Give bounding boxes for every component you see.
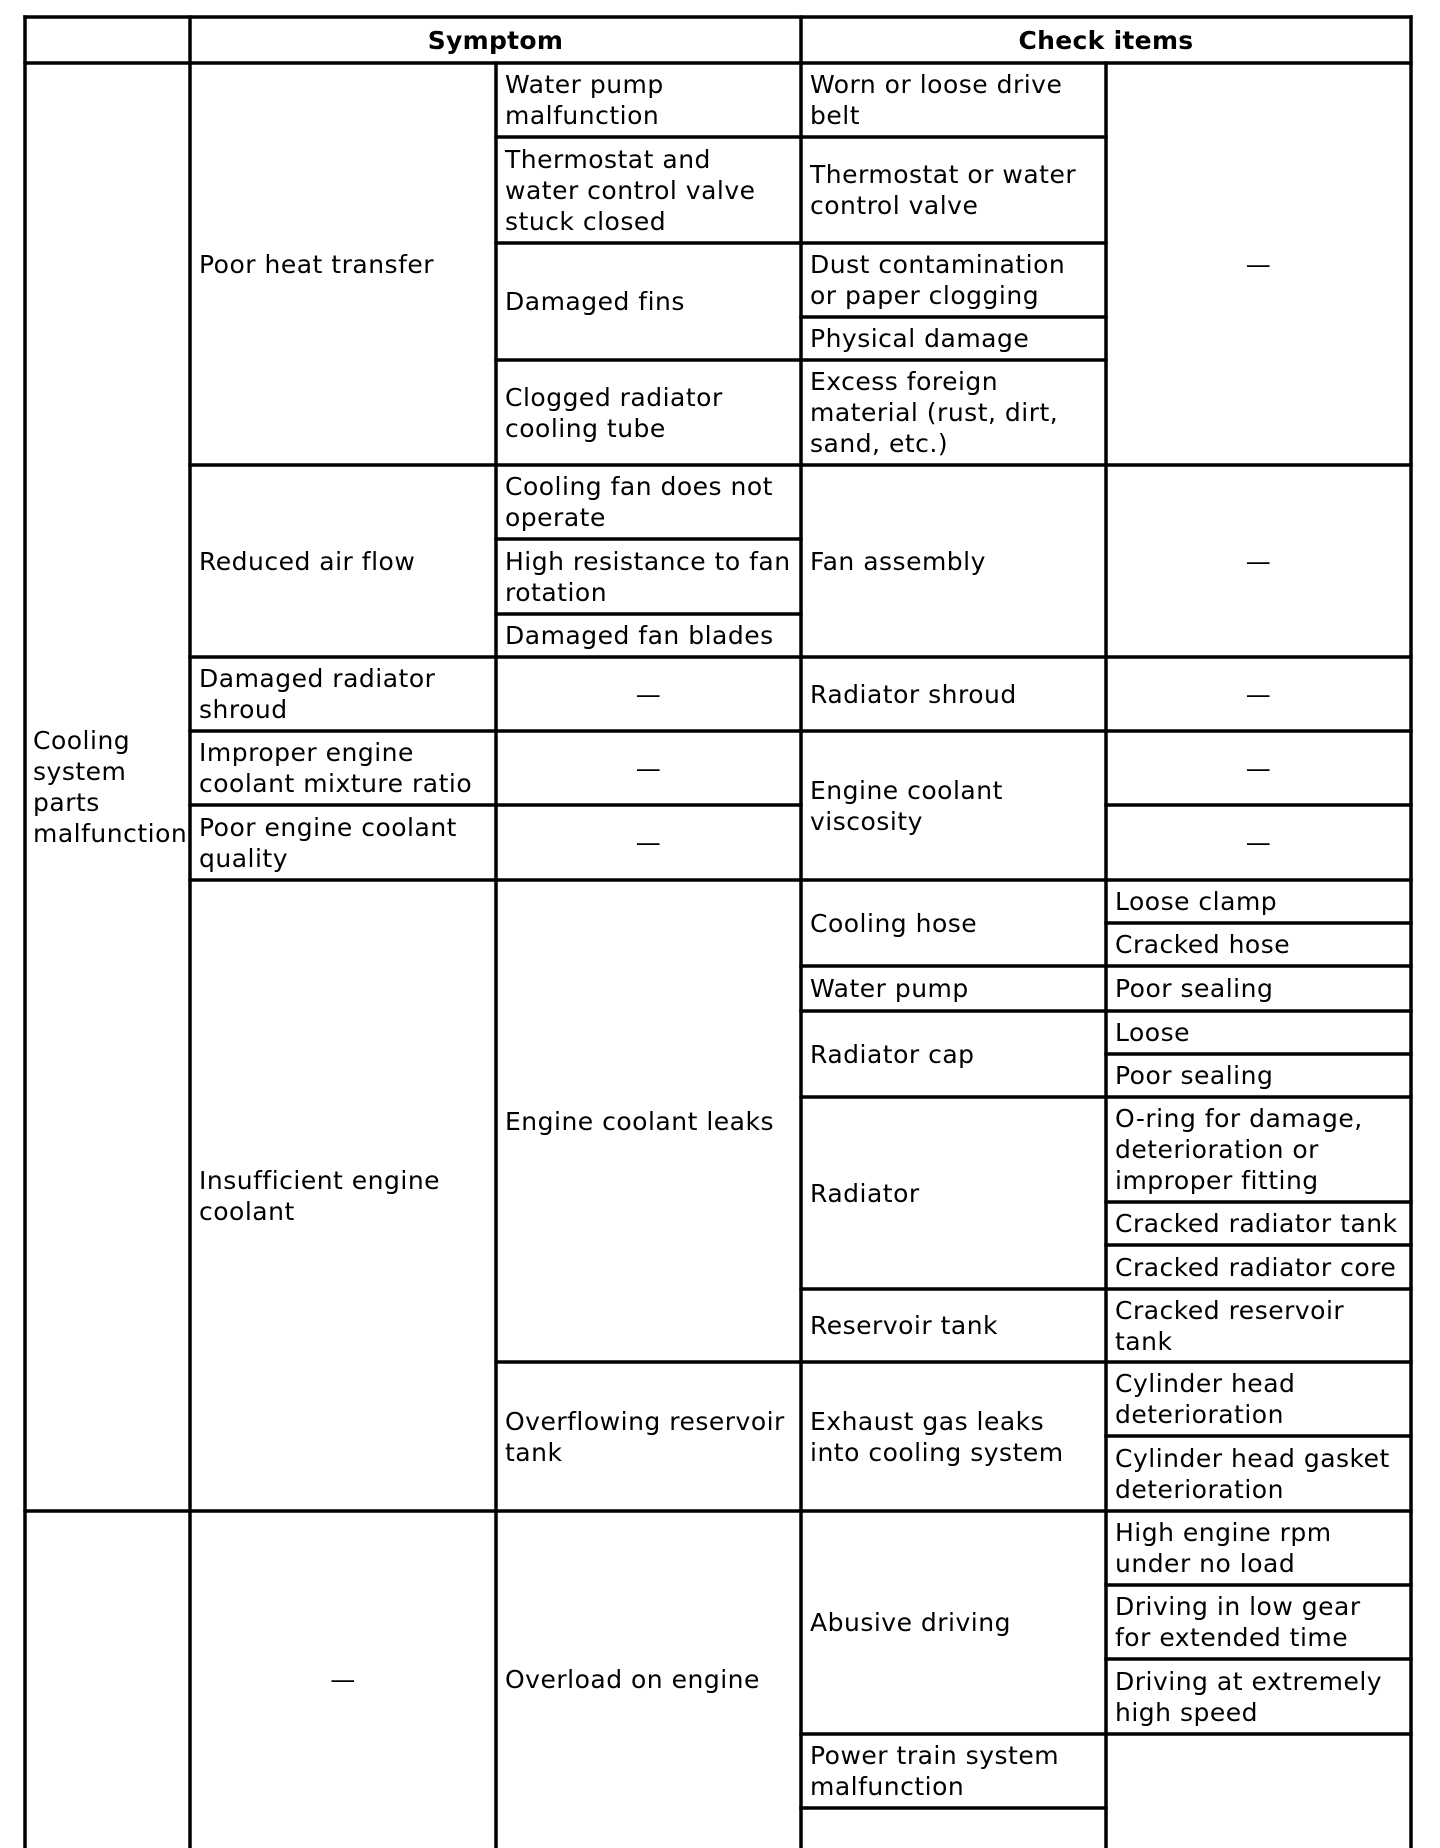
dash-air-flow: — [1245,546,1272,576]
category-other-dash: — [330,1665,356,1694]
detail-cracked-radiator-tank: Cracked radiator tank [1115,1209,1398,1238]
symptom-poor-heat-transfer: Poor heat transfer [199,249,435,279]
detail-low-gear: Driving in low gear for extended time [1115,1592,1361,1652]
check-thermostat-valve: Thermostat or water control valve [810,160,1077,220]
cause-high-resistance: High resistance to fan rotation [505,546,791,607]
cause-clogged-radiator-tube: Clogged radiator cooling tube [505,382,723,443]
detail-high-rpm: High engine rpm under no load [1115,1518,1332,1578]
detail-poor-sealing-pump: Poor sealing [1115,974,1274,1003]
symptom-improper-mixture: Improper engine coolant mixture ratio [199,738,473,798]
cause-thermostat-stuck: Thermostat and water control valve stuck closed [505,144,756,236]
detail-cracked-radiator-core: Cracked radiator core [1115,1252,1397,1282]
dash-heat-transfer: — [1245,249,1272,279]
detail-poor-sealing-cap: Poor sealing [1115,1061,1274,1090]
check-dust-contamination: Dust contamination or paper clogging [810,250,1066,310]
check-worn-loose-drive-belt: Worn or loose drive belt [810,70,1063,130]
dash-shroud-cause: — [635,679,662,709]
detail-cylinder-head: Cylinder head deterioration [1115,1369,1296,1429]
check-excess-foreign-material: Excess foreign material (rust, dirt, sand, etc.) [810,367,1059,458]
check-exhaust-gas-leaks: Exhaust gas leaks into cooling system [810,1406,1064,1467]
dash-quality-check: — [1245,828,1272,857]
check-reservoir-tank: Reservoir tank [810,1311,999,1340]
check-fan-assembly: Fan assembly [810,546,986,576]
check-abusive-driving: Abusive driving [810,1608,1011,1637]
check-cooling-hose: Cooling hose [810,908,978,938]
dash-mixture-cause: — [635,753,662,783]
symptom-poor-coolant-quality: Poor engine coolant quality [199,812,457,873]
dash-mixture-check: — [1245,753,1272,783]
cause-water-pump-malfunction: Water pump malfunction [505,70,664,130]
dash-shroud-check: — [1245,679,1272,709]
cause-overflowing-reservoir: Overflowing reservoir tank [505,1406,785,1467]
cause-coolant-leaks: Engine coolant leaks [505,1106,774,1136]
symptom-damaged-shroud: Damaged radiator shroud [199,664,436,724]
check-power-train: Power train system malfunction [810,1741,1060,1801]
header-symptom: Symptom [427,25,564,55]
cause-overload-on-engine: Overload on engine [505,1665,760,1694]
cause-damaged-fan-blades: Damaged fan blades [505,621,774,650]
cause-damaged-fins: Damaged fins [505,287,685,316]
check-radiator-cap: Radiator cap [810,1039,975,1069]
check-coolant-viscosity: Engine coolant viscosity [810,775,1003,836]
detail-loose: Loose [1115,1018,1190,1047]
header-check-items: Check items [1018,25,1194,55]
dash-quality-cause: — [635,828,662,857]
check-water-pump: Water pump [810,974,969,1003]
detail-cylinder-head-gasket: Cylinder head gasket deterioration [1115,1443,1390,1504]
detail-high-speed: Driving at extremely high speed [1115,1666,1383,1727]
cause-fan-not-operate: Cooling fan does not operate [505,472,773,532]
category-cooling-system: Cooling system parts malfunction [33,726,188,848]
detail-cracked-hose: Cracked hose [1115,930,1291,959]
check-radiator: Radiator [810,1178,920,1208]
symptom-insufficient-coolant: Insufficient engine coolant [199,1165,441,1226]
symptom-reduced-air-flow: Reduced air flow [199,546,416,576]
detail-cracked-reservoir-tank: Cracked reservoir tank [1115,1295,1345,1356]
detail-loose-clamp: Loose clamp [1115,887,1278,916]
detail-o-ring: O-ring for damage, deterioration or improper fitting [1115,1104,1363,1195]
check-physical-damage: Physical damage [810,324,1030,353]
check-radiator-shroud: Radiator shroud [810,679,1017,709]
